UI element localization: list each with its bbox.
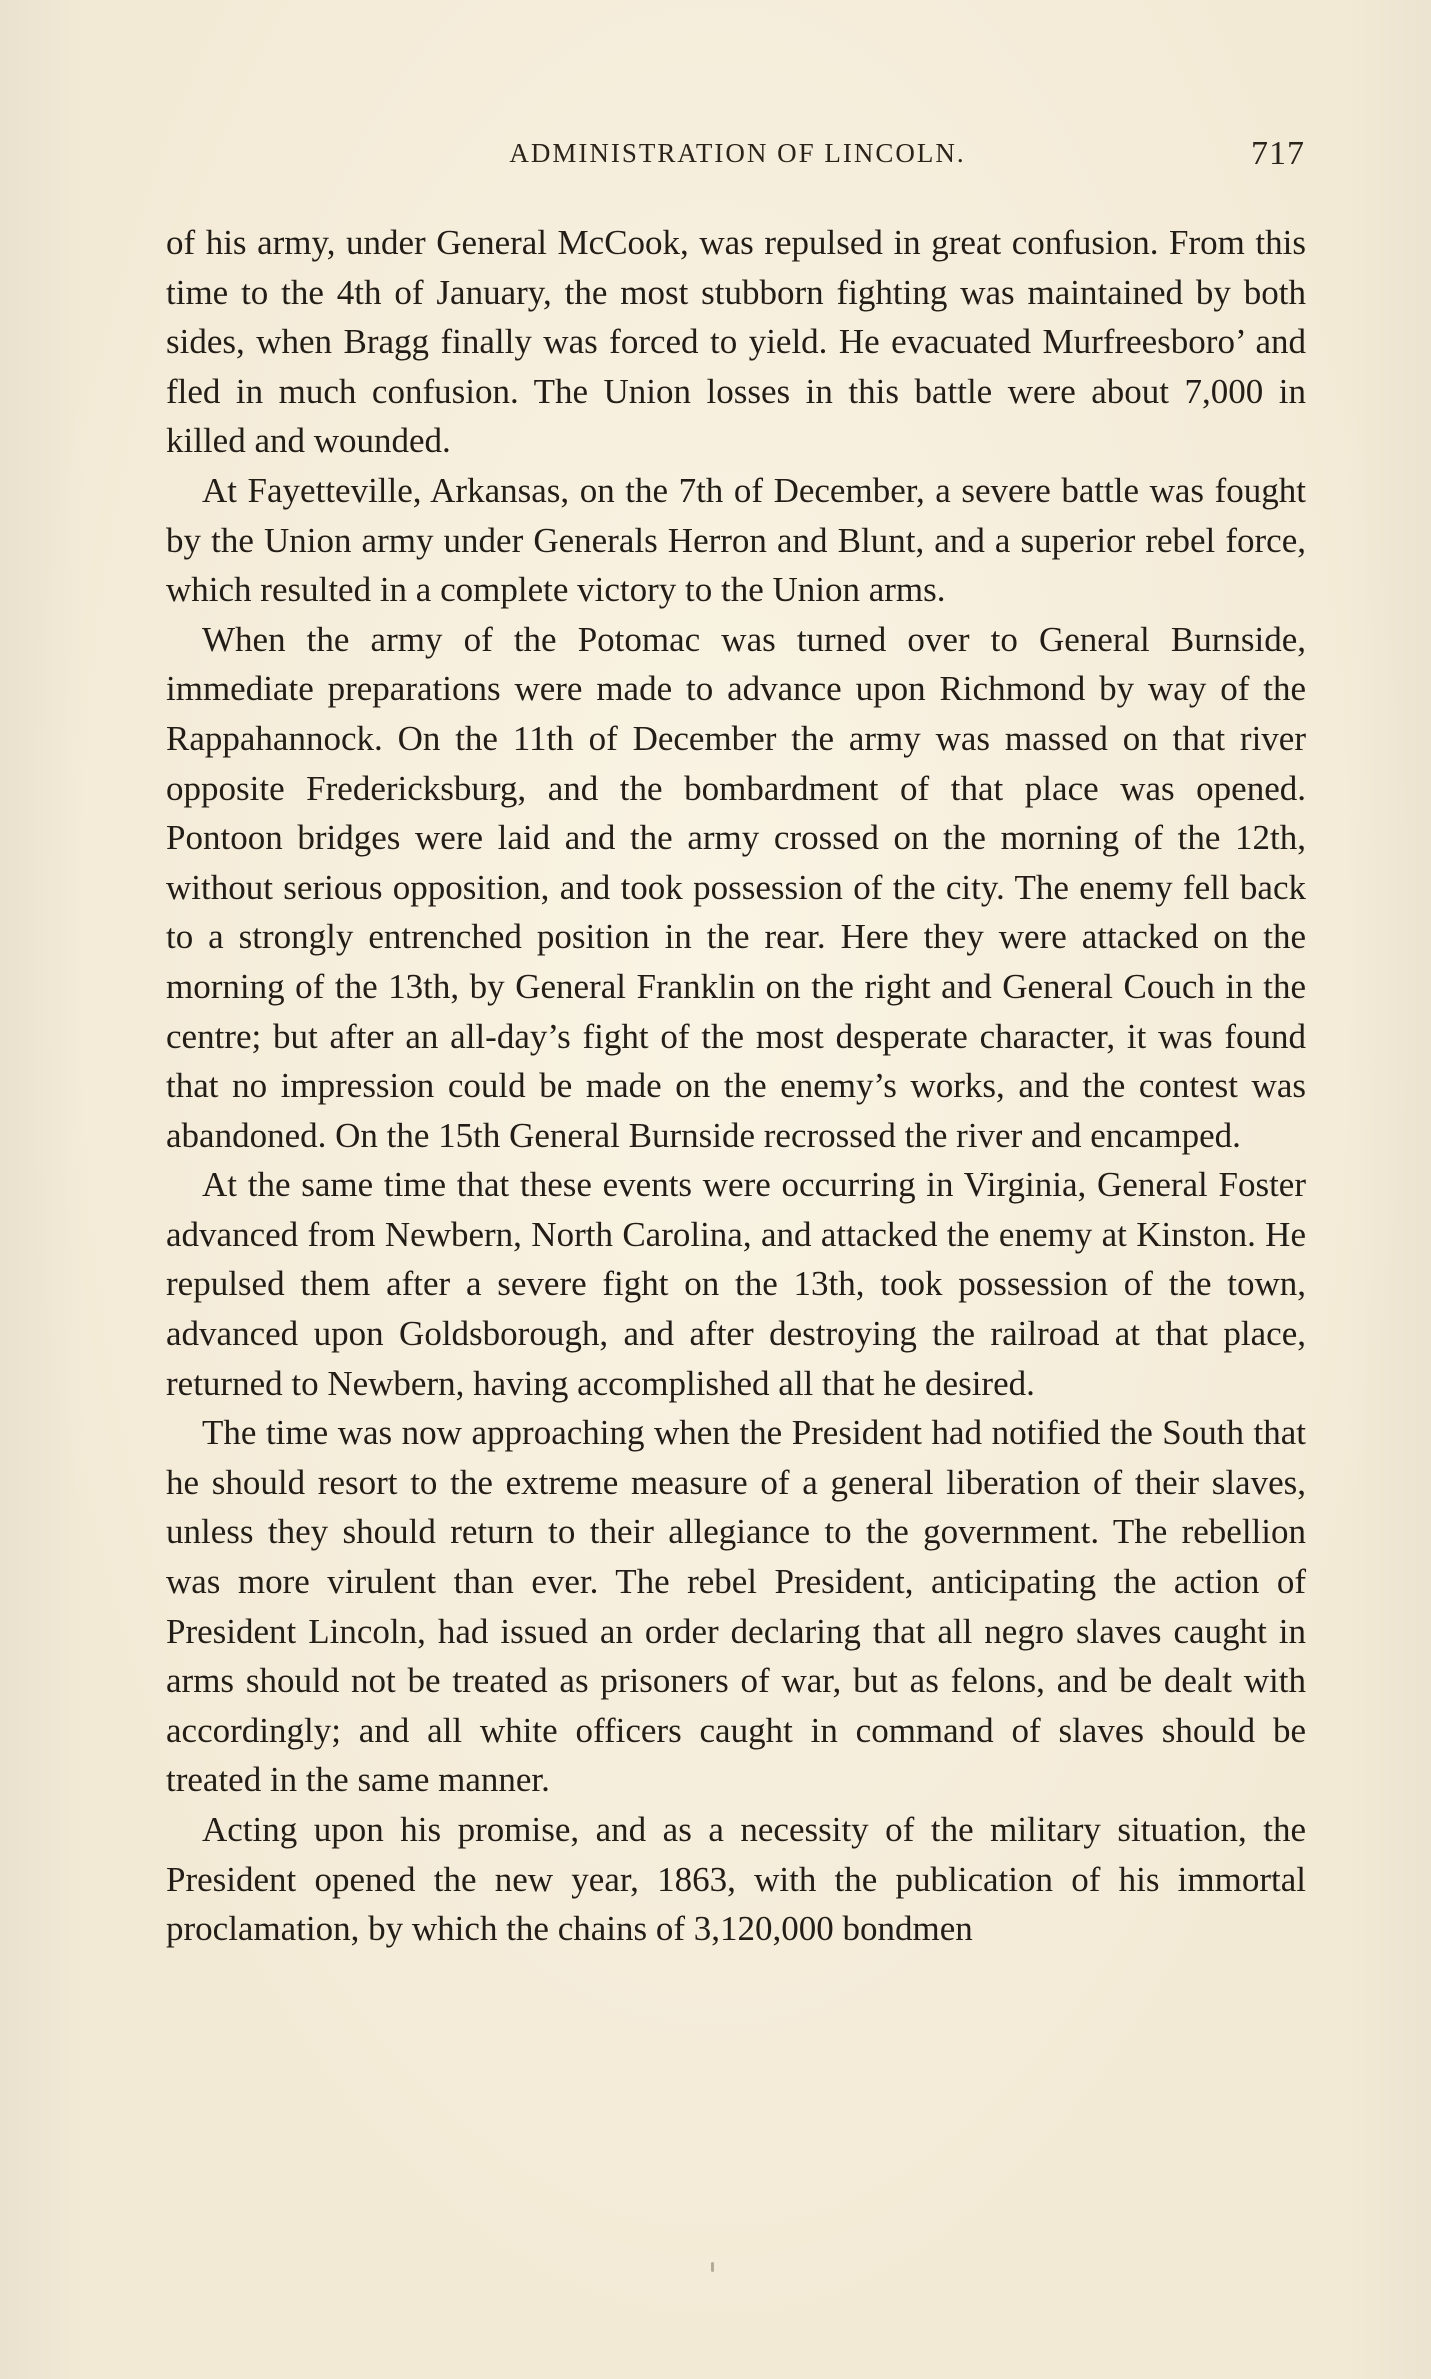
running-title: ADMINISTRATION OF LINCOLN. [509,138,966,168]
paragraph: At the same time that these events were occurring in Virginia, General Foster advanced from Newbern, North Carolina, and attacked the enemy at Kinston. He repulsed them after a severe fight on the 13th, took possession of the town, advanced upon Goldsborough, and after destroying the railroad at that place, returned to Newbern, having accomplished all that he desired. [166,1165,1306,1403]
paragraph: At Fayetteville, Arkansas, on the 7th of December, a severe battle was fought by the Union army under Generals Herron and Blunt, and a superior rebel force, which resulted in a complete victory to the Union arms. [166,470,1306,610]
paragraph: The time was now approaching when the President had notified the South that he should resort to the extreme measure of a general liberation of their slaves, unless they should return to their allegiance to the government. The rebellion was more virulent than ever. The rebel President, anticipating the action of President Lincoln, had issued an order declaring that all negro slaves caught in arms should not be treated as prisoners of war, but as felons, and be dealt with accordingly; and all white officers caught in command of slaves should be treated in the same manner. [166,1413,1306,1800]
body-text [166,218,1306,1954]
paragraph: When the army of the Potomac was turned over to General Burnside, immediate preparations were made to advance upon Richmond by way of the Rappahannock. On the 11th of December the army was massed on that river opposite Fredericksburg, and the bombardment of that place was opened. Pontoon bridges were laid and the army crossed on the morning of the 12th, without serious opposition, and took possession of the city. The enemy fell back to a strongly entrenched position in the rear. Here they were attacked on the morning of the 13th, by General Franklin on the right and General Couch in the centre; but after an all-day’s fight of the most desperate character, it was found that no impression could be made on the enemy’s works, and the contest was abandoned. On the 15th General Burnside recrossed the river and encamped. [166,619,1306,1155]
paragraph: of his army, under General McCook, was repulsed in great confusion. From this time to the 4th of January, the most stubborn fighting was maintained by both sides, when Bragg finally was forced to yield. He evacuated Murfreesboro’ and fled in much confusion. The Union losses in this battle were about 7,000 in killed and wounded. [166,223,1306,461]
running-header [170,135,1305,178]
paragraph: Acting upon his promise, and as a necessity of the military situation, the President opened the new year, 1863, with the publication of his immortal proclamation, by which the chains of 3,120,000 bondmen [166,1810,1306,1949]
page-number: 717 [1251,135,1305,172]
paper-speck [711,2262,714,2272]
